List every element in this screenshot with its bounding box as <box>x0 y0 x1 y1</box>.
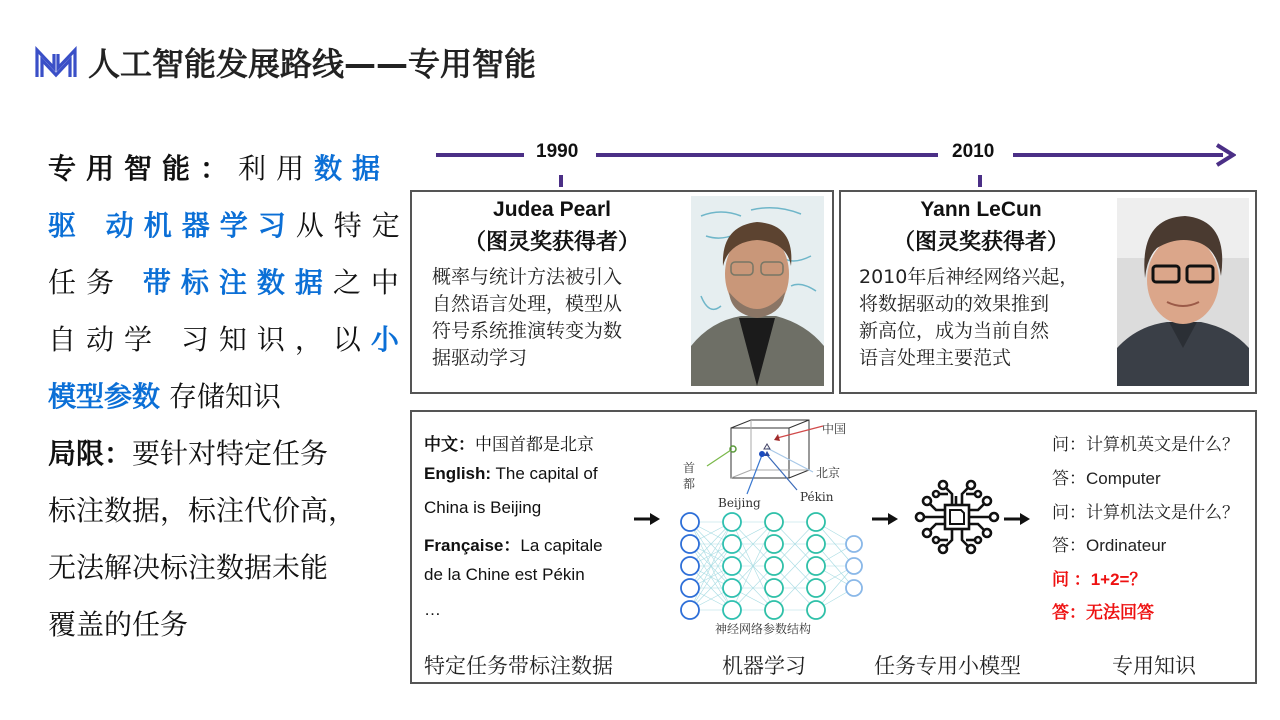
timeline-year-1990: 1990 <box>536 141 579 162</box>
source-line-en-cont: China is Beijing <box>424 498 542 517</box>
person-award: （图灵奖获得者） <box>892 230 1069 255</box>
source-line-zh <box>424 430 594 455</box>
source-label: Française： <box>424 536 521 555</box>
definition-line-3 <box>48 254 408 311</box>
source-line-fr-cont: de la Chine est Pékin <box>424 565 585 584</box>
source-line-fr <box>424 531 603 556</box>
limitation-text: 要针对特定任务 <box>132 437 329 470</box>
description-line: 自然语言处理，模型从 <box>432 293 623 315</box>
qa-question-2: 问：计算机法文是什么？ <box>1052 503 1239 522</box>
qa-answer-3: 答：无法回答 <box>1052 603 1154 622</box>
definition-text: 从特定 <box>295 209 410 242</box>
definition-text: 存储知识 <box>160 380 281 413</box>
portrait-judea-pearl <box>691 196 824 386</box>
arrow-right-icon <box>634 513 660 525</box>
source-ellipsis: … <box>424 600 441 619</box>
timeline-segment <box>596 153 938 157</box>
description-line: 据驱动学习 <box>432 347 528 369</box>
qa-question-3: 问 ：1+2=？ <box>1052 570 1147 589</box>
timeline-segment <box>1013 153 1223 157</box>
definition-text: 之中 <box>332 266 409 299</box>
source-line-en <box>424 464 598 484</box>
keyword-highlight: 驱 动机器学习 <box>48 209 296 242</box>
source-text: La capitale <box>520 536 603 555</box>
page-title: 人工智能发展路线——专用智能 <box>88 45 537 83</box>
limitation-line-1 <box>48 425 408 482</box>
definition-text: 自动学 习知识，以 <box>48 323 371 356</box>
definition-text: 任务 <box>48 266 143 299</box>
definition-line-5 <box>48 368 408 425</box>
timeline-arrow-icon <box>1214 143 1236 167</box>
limitation-line-4: 覆盖的任务 <box>48 608 189 641</box>
embed-label-zhongguo: 中国 <box>822 422 847 436</box>
embed-label-beijing-en: Beijing <box>718 496 761 510</box>
keyword-highlight: 数据 <box>314 152 391 185</box>
pipeline-panel <box>410 410 1257 684</box>
source-label: English: <box>424 464 492 483</box>
description-line: 2010年后神经网络兴起， <box>859 266 1079 288</box>
definition-label: 专用智能： <box>48 152 239 185</box>
keyword-highlight: 小 <box>370 323 409 356</box>
person-name: Judea Pearl <box>493 198 611 221</box>
source-text: The capital of <box>491 464 598 483</box>
caption-machine-learning: 机器学习 <box>722 654 806 678</box>
description-line: 新高位，成为当前自然 <box>859 320 1050 342</box>
arrow-right-icon <box>872 513 898 525</box>
person-description <box>432 264 692 372</box>
keyword-highlight: 带标注数据 <box>142 266 333 299</box>
qa-answer-1: 答：Computer <box>1052 469 1161 488</box>
timeline-tick-2010 <box>978 175 982 187</box>
description-line: 符号系统推演转变为数 <box>432 320 623 342</box>
definition-line-4 <box>48 311 408 368</box>
limitation-label: 局限： <box>48 437 133 470</box>
source-text: 中国首都是北京 <box>475 435 594 454</box>
keyword-highlight: 模型参数 <box>48 380 161 413</box>
embed-label-pekin: Pékin <box>800 490 834 504</box>
definition-text: 利用 <box>238 152 315 185</box>
timeline-year-2010: 2010 <box>952 141 995 162</box>
neural-network-diagram <box>676 510 866 622</box>
card-judea-pearl <box>410 190 834 394</box>
card-yann-lecun <box>839 190 1257 394</box>
caption-specialized-knowledge: 专用知识 <box>1112 654 1196 678</box>
limitation-line-2: 标注数据，标注代价高， <box>48 494 357 527</box>
limitation-line-3: 无法解决标注数据未能 <box>48 551 329 584</box>
timeline <box>436 141 1236 169</box>
embed-label-beijing-zh: 北京 <box>816 466 841 480</box>
timeline-segment <box>436 153 524 157</box>
definition-block <box>48 140 408 653</box>
embed-label-shoudu: 首都 <box>683 461 696 491</box>
person-description <box>859 264 1119 372</box>
person-award: （图灵奖获得者） <box>463 230 640 255</box>
circuit-chip-icon <box>912 472 1002 562</box>
caption-small-model: 任务专用小模型 <box>874 654 1021 678</box>
person-name: Yann LeCun <box>920 198 1042 221</box>
arrow-right-icon <box>1004 513 1030 525</box>
description-line: 概率与统计方法被引入 <box>432 266 623 288</box>
definition-line-1 <box>48 140 408 197</box>
description-line: 语言处理主要范式 <box>859 347 1012 369</box>
qa-question-1: 问：计算机英文是什么？ <box>1052 435 1239 454</box>
source-label: 中文： <box>424 435 475 454</box>
portrait-yann-lecun <box>1117 198 1249 386</box>
m-logo-icon <box>34 46 78 80</box>
description-line: 将数据驱动的效果推到 <box>859 293 1050 315</box>
definition-line-2 <box>48 197 408 254</box>
timeline-tick-1990 <box>559 175 563 187</box>
qa-answer-2: 答：Ordinateur <box>1052 536 1167 555</box>
network-caption: 神经网络参数结构 <box>715 622 812 636</box>
caption-labeled-data: 特定任务带标注数据 <box>424 654 613 678</box>
